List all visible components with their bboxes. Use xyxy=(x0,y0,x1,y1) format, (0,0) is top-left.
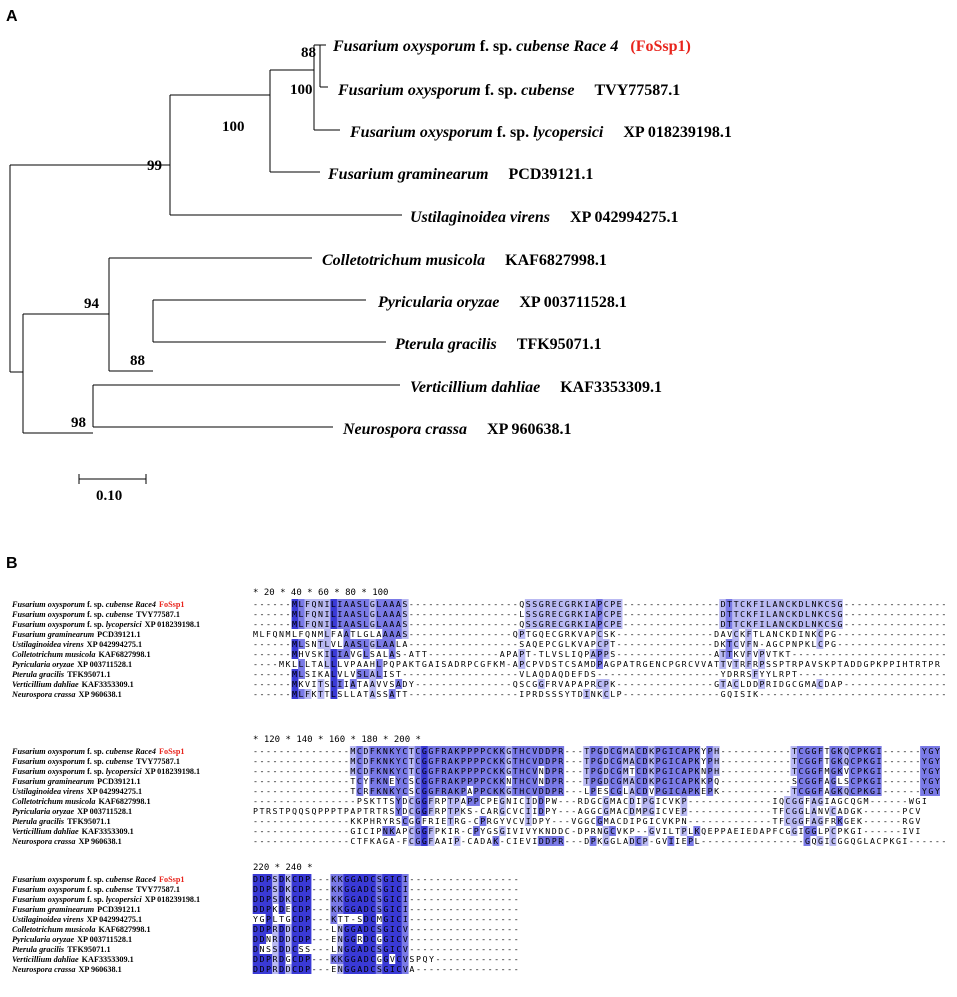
panel-a-label: A xyxy=(6,8,18,25)
alignment-sequence: ----MKLLLTALLLVPAAHLPQPAKTGAISADRPCGFKM-APCPVDSTCSAMDPAGPATRGENCPGRCVVATTVTRFRPSSPTRPAVSKPTADDGPKPPIHTRTPR xyxy=(253,659,940,669)
alignment-row-label: Neurospora crassa XP 960638.1 xyxy=(12,965,122,974)
bootstrap-value: 100 xyxy=(290,82,313,98)
alignment-sequence: ------MLFKTTLSLLATASSATT-----------------IPRDSSSYTDINKCLP---------------GQISIK----------------------------- xyxy=(253,689,947,699)
taxon-label-1: Fusarium oxysporum f. sp. cubense Race 4 (FoSsp1) xyxy=(333,38,691,55)
alignment-sequence: ---------------TCRFKNKYCSCGGFRAKPAPPCKKGTHCVDDPR---LPESCGLACDVPGICAPKEPK-----------TCGGFAGKQCPKGI------YGY xyxy=(253,786,940,796)
alignment-sequence: ------MLFQNILIAASLGLAAAS-----------------LSSGRECGRKIAPCPE---------------DTTCKFILANCKDLNKCSG---------------- xyxy=(253,609,947,619)
alignment-row-label: Colletotrichum musicola KAF6827998.1 xyxy=(12,797,151,806)
alignment-ruler: 220 * 240 * xyxy=(253,863,313,873)
taxon-label-10: Neurospora crassa XP 960638.1 xyxy=(343,421,572,438)
alignment-row-label: Neurospora crassa XP 960638.1 xyxy=(12,837,122,846)
alignment-sequence: DDPRDDCDP---ENGGADCSGICVA---------------- xyxy=(253,964,519,974)
alignment-row-label: Fusarium oxysporum f. sp. cubense Race4 FoSsp1 xyxy=(12,747,185,756)
bootstrap-value: 88 xyxy=(301,45,316,61)
alignment-sequence: DDPRDDCDP---LNGGADCSGICV----------------- xyxy=(253,924,519,934)
alignment-sequence: ---------------MCDFKNKYCTCGGFRAKPPPPCKKGTHCVDDPR---TPGDCGMACDKPGICAPKYPH-----------TCGGFTGKQCPKGI------YGY xyxy=(253,746,940,756)
alignment-sequence: DDNRDDCDP---ENGGRDCGGICV----------------- xyxy=(253,934,519,944)
alignment-row-label: Verticillium dahliae KAF3353309.1 xyxy=(12,955,134,964)
alignment-row-label: Fusarium graminearum PCD39121.1 xyxy=(12,905,141,914)
alignment-row-label: Fusarium oxysporum f. sp. lycopersici XP 018239198.1 xyxy=(12,620,201,629)
alignment-row-label: Colletotrichum musicola KAF6827998.1 xyxy=(12,925,151,934)
alignment-row-label: Fusarium oxysporum f. sp. cubense Race4 FoSsp1 xyxy=(12,875,185,884)
alignment-row-label: Pyricularia oryzae XP 003711528.1 xyxy=(12,660,133,669)
taxon-label-7: Pyricularia oryzae XP 003711528.1 xyxy=(378,294,627,311)
alignment-sequence: ------MKVITSLIIATAAVVSADY---------------QSCGGFRVAPAPRCPK---------------GTACLDDPRIDGCGMACDAP---------------- xyxy=(253,679,947,689)
alignment-row-label: Ustilaginoidea virens XP 042994275.1 xyxy=(12,640,143,649)
alignment-ruler: * 20 * 40 * 60 * 80 * 100 xyxy=(253,588,389,598)
alignment-row-label: Ustilaginoidea virens XP 042994275.1 xyxy=(12,787,143,796)
alignment-sequence: ---------------GICIPNKAPCGGFPKIR-CPYGSGIVIVYKNDDC-DPRNGCVKP--GVILTPLKQEPPAEIEDAPFCGGIGGLPCPKGI------IVI xyxy=(253,826,921,836)
alignment-sequence: DDPKDECDP---KKGGADCSGICI----------------- xyxy=(253,904,519,914)
alignment-row-label: Fusarium oxysporum f. sp. cubense TVY77587.1 xyxy=(12,610,180,619)
alignment-sequence: ---------------MCDFKNKYCTCGGFRAKPPPPCKKGTHCVNDPR---TPGDCGMTCDKPGICAPKNPH-----------TCGGFMGKVCPKGI------YGY xyxy=(253,766,940,776)
alignment-row-label: Neurospora crassa XP 960638.1 xyxy=(12,690,122,699)
alignment-sequence: MLFQNMLFQNMLFAATLGLAAAAS----------------QPTGQECGRKVAPCSK---------------DAVCKFTLANCKDINKCPG----------------- xyxy=(253,629,947,639)
alignment-sequence: DNSSDDCSS---LNGGADCSGICV----------------- xyxy=(253,944,519,954)
alignment-sequence: ------MLFQNILIAASLGLAAAS-----------------QSSGRECGRKIAPCPE---------------DTTCKFILANCKDLNKCSG---------------- xyxy=(253,619,947,629)
alignment-sequence: DDPRDGCDP---KKGGADCGGVCVSPQY------------- xyxy=(253,954,519,964)
alignment-sequence: YGPLTGCDP---KTT-SDCMGICI----------------- xyxy=(253,914,519,924)
alignment-sequence: ------MHVSKILIAVGLSALAS-ATT-----------APAPT-TLVSLIQPAPPS---------------ATTKVFVPVTKT------------------------ xyxy=(253,649,947,659)
alignment-sequence: ---------------KKPHRYRSCGGFRIETRG-CPRGYVCVIDPY---VGGCGMACDIPGICVKPN-------------TFCGGFAGFRKGEK------RGV xyxy=(253,816,921,826)
bootstrap-value: 94 xyxy=(84,296,99,312)
bootstrap-value: 88 xyxy=(130,353,145,369)
alignment-row-label: Fusarium oxysporum f. sp. cubense TVY77587.1 xyxy=(12,885,180,894)
alignment-row-label: Fusarium graminearum PCD39121.1 xyxy=(12,777,141,786)
alignment-sequence: ------MLSIKALVLVSLALIST------------------VLAQDAQDEFDS-------------------YDRRSFYYLRPT----------------------- xyxy=(253,669,947,679)
alignment-row-label: Ustilaginoidea virens XP 042994275.1 xyxy=(12,915,143,924)
alignment-row-label: Verticillium dahliae KAF3353309.1 xyxy=(12,680,134,689)
taxon-label-4: Fusarium graminearum PCD39121.1 xyxy=(328,166,594,183)
alignment-sequence: ---------------TCYFKNEYCSCGGFRAKPPPPCKKNTHCVNDPR---TPGDCGMACDKPGICAPKKPQ-----------SCGGFAGLSCPKGI------YGY xyxy=(253,776,940,786)
alignment-sequence: ---------------CTFKAGA-FCGGFAAIP-CADAK-CIEVIDDPR---DPKGGLADCP-GVIIEPL----------------GQGICGGQGLACPKGI------ xyxy=(253,836,947,846)
alignment-row-label: Fusarium oxysporum f. sp. cubense TVY77587.1 xyxy=(12,757,180,766)
alignment-row-label: Fusarium oxysporum f. sp. lycopersici XP 018239198.1 xyxy=(12,895,201,904)
alignment-sequence: ---------------MCDFKNKYCTCGGFRAKPPPPCKKGTHCVDDPR---TPGDCGMACDKPGICAPKYPH-----------TCGGFTGKQCPKGI------YGY xyxy=(253,756,940,766)
taxon-label-9: Verticillium dahliae KAF3353309.1 xyxy=(410,379,663,396)
taxon-label-8: Pterula gracilis TFK95071.1 xyxy=(395,336,602,353)
alignment-row-label: Fusarium oxysporum f. sp. cubense Race4 FoSsp1 xyxy=(12,600,185,609)
alignment-row-label: Verticillium dahliae KAF3353309.1 xyxy=(12,827,134,836)
alignment-sequence: ----------------PSKTTSYDCGGFRPTPAPPCPEGNICIDDPW---RDGCGMACDIPGICVKP-------------IQCGGFAGIAGCQGM------WGI xyxy=(253,796,927,806)
alignment-sequence: ------MLSNTLVLAASLGLAALA-----------------SAQEPCGLKVAPCPT---------------DKTCVFN-AGCPNPKLCPG----------------- xyxy=(253,639,947,649)
taxon-label-6: Colletotrichum musicola KAF6827998.1 xyxy=(322,252,607,269)
taxon-label-5: Ustilaginoidea virens XP 042994275.1 xyxy=(410,209,679,226)
bootstrap-value: 98 xyxy=(71,415,86,431)
alignment-row-label: Colletotrichum musicola KAF6827998.1 xyxy=(12,650,151,659)
bootstrap-value: 99 xyxy=(147,158,162,174)
alignment-sequence: PTRSTPQQSQPPPTPAPTRTRSYDCGGFRPTPKS-CARGCVCIIDPY---AGGCGMACDMPGICVEP-------------TFCGGLANVCADGK------PCV xyxy=(253,806,921,816)
panel-b-label: B xyxy=(6,555,18,572)
alignment-row-label: Fusarium graminearum PCD39121.1 xyxy=(12,630,141,639)
alignment-row-label: Pyricularia oryzae XP 003711528.1 xyxy=(12,807,133,816)
taxon-label-3: Fusarium oxysporum f. sp. lycopersici XP 018239198.1 xyxy=(350,124,732,141)
alignment-row-label: Pyricularia oryzae XP 003711528.1 xyxy=(12,935,133,944)
alignment-row-label: Pterula gracilis TFK95071.1 xyxy=(12,945,111,954)
taxon-label-2: Fusarium oxysporum f. sp. cubense TVY77587.1 xyxy=(338,82,681,99)
alignment-sequence: DDPSDKCDP---KKGGADCSGICI----------------- xyxy=(253,884,519,894)
alignment-ruler: * 120 * 140 * 160 * 180 * 200 * xyxy=(253,735,421,745)
alignment-row-label: Pterula gracilis TFK95071.1 xyxy=(12,670,111,679)
alignment-sequence: DDPSDKCDP---KKGGADCSGICI----------------- xyxy=(253,894,519,904)
alignment-row-label: Pterula gracilis TFK95071.1 xyxy=(12,817,111,826)
bootstrap-value: 100 xyxy=(222,119,245,135)
alignment-sequence: DDPSDKCDP---KKGGADCSGICI----------------- xyxy=(253,874,519,884)
alignment-sequence: ------MLFQNILIAASLGLAAAS-----------------QSSGRECGRKIAPCPE---------------DTTCKFILANCKDLNKCSG---------------- xyxy=(253,599,947,609)
scale-bar-label: 0.10 xyxy=(96,488,123,504)
alignment-row-label: Fusarium oxysporum f. sp. lycopersici XP 018239198.1 xyxy=(12,767,201,776)
